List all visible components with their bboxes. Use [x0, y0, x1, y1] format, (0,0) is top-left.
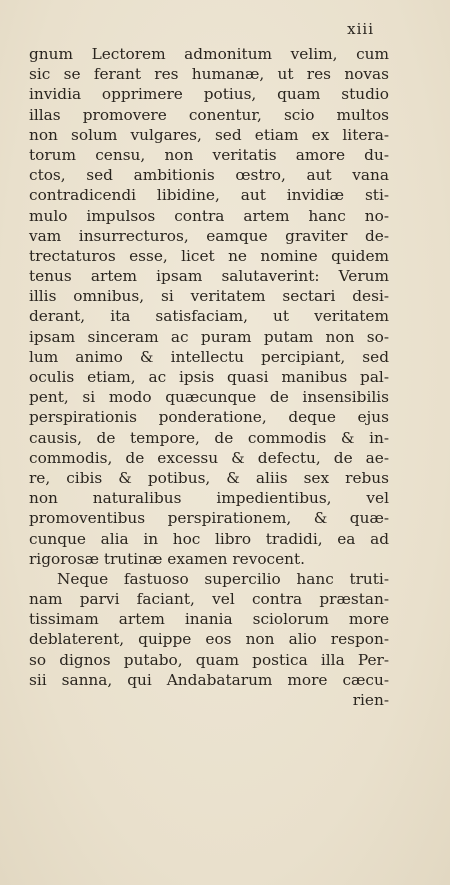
text-line: nam parvi faciant, vel contra præstan- — [29, 590, 389, 609]
text-line: contradicendi libidine, aut invidiæ sti- — [29, 186, 389, 205]
text-line: promoventibus perspirationem, & quæ- — [29, 509, 389, 528]
text-line: illis omnibus, si veritatem sectari desi- — [29, 287, 389, 306]
text-line: trectaturos esse, licet ne nomine quidem — [29, 246, 389, 265]
page-number: xiii — [347, 20, 374, 38]
paragraph-start-line: Neque fastuoso supercilio hanc truti- — [57, 569, 389, 588]
text-line: tenus artem ipsam salutaverint: Verum — [29, 267, 389, 286]
catchword: rien- — [352, 691, 389, 709]
text-line: ctos, sed ambitionis œstro, aut vana — [29, 166, 389, 185]
text-line: perspirationis ponderatione, deque ejus — [29, 408, 389, 427]
text-line: illas promovere conentur, scio multos — [29, 105, 389, 124]
text-line: tissimam artem inania sciolorum more — [29, 610, 389, 629]
text-line: non naturalibus impedientibus, vel — [29, 489, 389, 508]
text-line: vam insurrecturos, eamque graviter de- — [29, 226, 389, 245]
text-line: ipsam sinceram ac puram putam non so- — [29, 327, 389, 346]
text-line: torum censu, non veritatis amore du- — [29, 145, 389, 164]
text-line: sic se ferant res humanæ, ut res novas — [29, 65, 389, 84]
text-line: mulo impulsos contra artem hanc no- — [29, 206, 389, 225]
text-line: cunque alia in hoc libro tradidi, ea ad — [29, 529, 389, 548]
text-line: sii sanna, qui Andabatarum more cæcu- — [29, 670, 389, 689]
text-line: so dignos putabo, quam postica illa Per- — [29, 650, 389, 669]
text-line: re, cibis & potibus, & aliis sex rebus — [29, 468, 389, 487]
body-text — [29, 44, 389, 710]
text-line: gnum Lectorem admonitum velim, cum — [29, 45, 389, 63]
text-line: lum animo & intellectu percipiant, sed — [29, 347, 389, 366]
text-line: pent, si modo quæcunque de insensibilis — [29, 388, 389, 407]
text-line: oculis etiam, ac ipsis quasi manibus pal- — [29, 368, 389, 386]
text-line: non solum vulgares, sed etiam ex litera- — [29, 125, 389, 144]
text-line: deblaterent, quippe eos non alio respon- — [29, 630, 389, 649]
text-line: invidia opprimere potius, quam studio — [29, 85, 389, 104]
text-line: rigorosæ trutinæ examen revocent. — [29, 549, 306, 568]
text-line: derant, ita satisfaciam, ut veritatem — [29, 307, 389, 326]
text-line: causis, de tempore, de commodis & in- — [29, 428, 389, 447]
text-line: commodis, de excessu & defectu, de ae- — [29, 448, 389, 467]
